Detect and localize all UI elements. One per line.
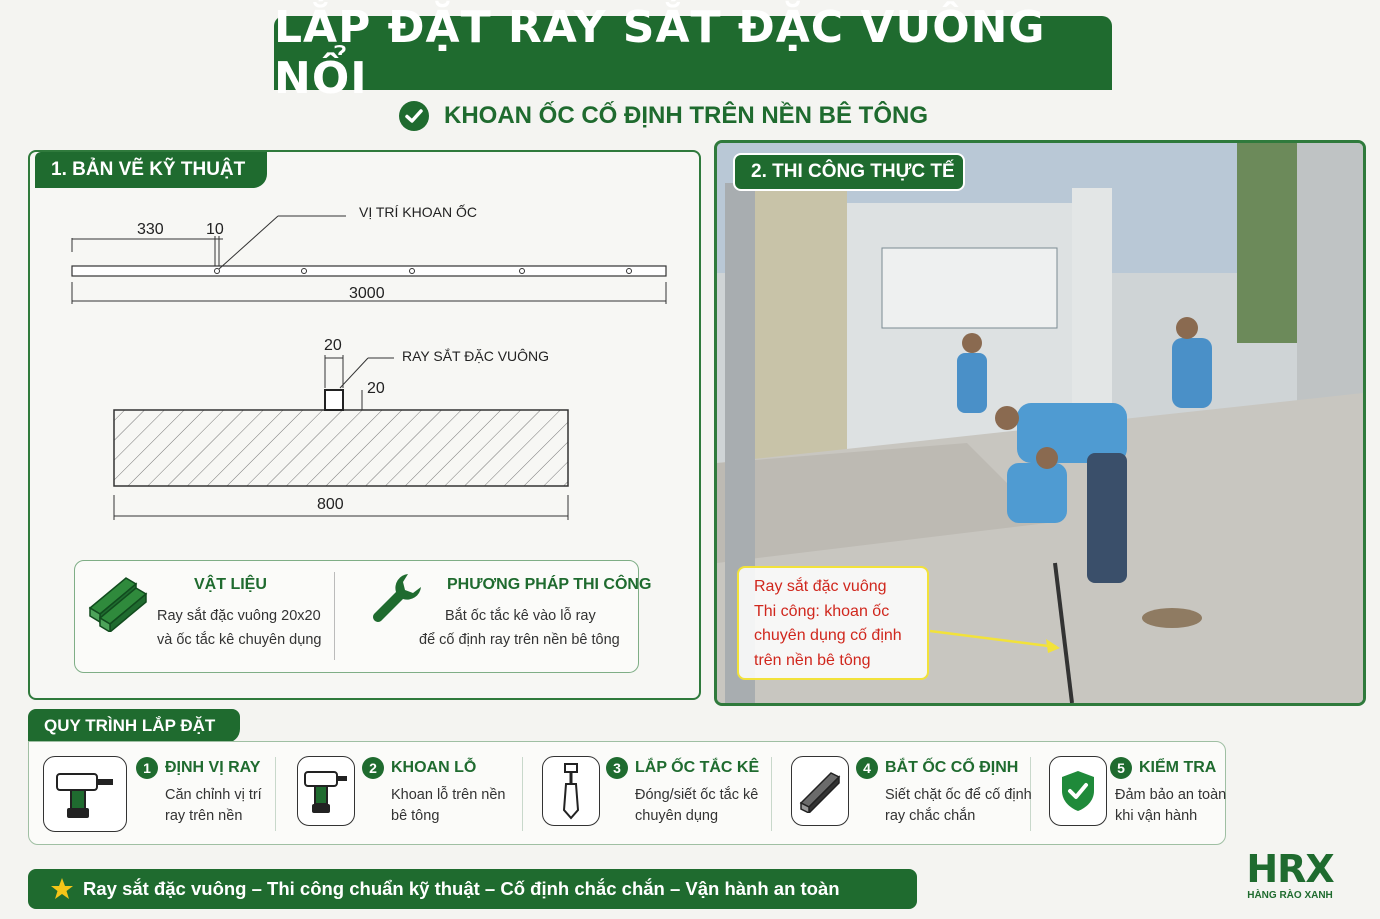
photo-tag-label: 2. THI CÔNG THỰC TẾ [751,161,955,182]
step-divider [771,757,772,831]
photo-note-line4: trên nền bê tông [754,651,871,669]
step-1-title [136,757,260,779]
concrete-section [114,410,568,486]
step-3-line1: Đóng/siết ốc tắc kê [635,787,759,803]
dim-20-side: 20 [367,380,385,397]
photo-note-line2: Thi công: khoan ốc [754,602,890,620]
dim-330: 330 [137,221,164,238]
step-1-line1: Căn chỉnh vị trí [165,787,262,803]
subtitle-text: KHOAN ỐC CỐ ĐỊNH TRÊN NỀN BÊ TÔNG [444,102,929,129]
materials-title: VẬT LIỆU [194,576,267,593]
step-4-title-text: BẮT ỐC CỐ ĐỊNH [885,759,1019,776]
note-arrow [928,625,1068,655]
materials-line1: Ray sắt đặc vuông 20x20 [157,608,321,624]
step-4-title [856,757,1018,779]
footer-slogan-bar [28,869,917,909]
wrench-icon [368,570,426,628]
photo-note-line3: chuyên dụng cố định [754,627,902,644]
logo-mark: HRX [1246,847,1334,891]
dim-800: 800 [317,496,344,513]
step-4-line2: ray chắc chắn [885,808,976,824]
step-5-line1: Đảm bảo an toàn [1115,787,1227,803]
rail-top-view [72,266,666,276]
step-2-icon-box [297,756,355,826]
step-divider [275,757,276,831]
step-1-icon-box [43,756,127,832]
step-3-number: 3 [606,757,628,779]
drawing-tag-label: 1. BẢN VẼ KỸ THUẬT [51,159,246,180]
star-icon [50,877,74,901]
step-5-title [1110,757,1216,779]
steel-bars-icon [86,570,152,632]
step-divider [522,757,523,831]
step-2-number: 2 [362,757,384,779]
method-line1: Bắt ốc tắc kê vào lỗ ray [445,608,596,624]
bolt-hole [215,269,220,274]
photo-note [737,566,929,680]
title-banner [274,2,1112,104]
photo-note-line1: Ray sắt đặc vuông [754,578,887,595]
step-2-line2: bê tông [391,808,440,824]
materials-line2: và ốc tắc kê chuyên dụng [157,632,322,648]
step-2-line1: Khoan lỗ trên nền [391,787,506,803]
step-5-title-text: KIỂM TRA [1139,759,1217,776]
method-line2: để cố định ray trên nền bê tông [419,632,620,648]
callout-rail: RAY SẮT ĐẶC VUÔNG [402,348,550,364]
step-4-number: 4 [856,757,878,779]
bolt-hole [627,269,632,274]
step-1-line2: ray trên nền [165,808,243,824]
logo-subtext: HÀNG RÀO XANH [1247,890,1333,901]
shield-check-icon [1059,769,1097,813]
step-3-desc [635,785,758,827]
step-5-desc [1115,785,1226,827]
dim-3000: 3000 [349,285,385,302]
method-title: PHƯƠNG PHÁP THI CÔNG [447,576,652,593]
page-title: LẮP ĐẶT RAY SẮT ĐẶC VUÔNG NỔI [274,2,1046,104]
step-4-icon-box [791,756,849,826]
card-divider [334,572,335,660]
dim-10: 10 [206,221,224,238]
process-tag [28,709,240,743]
bolt-hole [410,269,415,274]
photo-tag [733,153,965,191]
dim-20-top: 20 [324,337,342,354]
footer-slogan: Ray sắt đặc vuông – Thi công chuẩn kỹ thuật – Cố định chắc chắn – Vận hành an toàn [83,878,840,899]
bolt-hole [302,269,307,274]
step-4-desc [885,785,1032,827]
step-2-desc [391,785,505,827]
step-1-desc [165,785,262,827]
step-5-icon-box [1049,756,1107,826]
brand-logo [1240,848,1340,908]
step-3-title [606,757,759,779]
step-5-line2: khi vận hành [1115,808,1198,824]
step-1-number: 1 [136,757,158,779]
anchor-bolt-icon [556,762,586,820]
step-4-line1: Siết chặt ốc để cố định [885,787,1032,803]
drill-icon [53,768,117,820]
step-3-title-text: LẮP ỐC TẮC KÊ [635,759,760,776]
step-3-line2: chuyên dụng [635,808,719,824]
step-1-title-text: ĐỊNH VỊ RAY [165,759,261,776]
step-3-icon-box [542,756,600,826]
callout-bolt-position: VỊ TRÍ KHOAN ỐC [359,204,477,220]
step-5-number: 5 [1110,757,1132,779]
subtitle [398,98,928,134]
step-2-title [362,757,476,779]
check-circle-icon [398,100,430,132]
drill-icon [303,766,349,816]
process-tag-label: QUY TRÌNH LẮP ĐẶT [44,716,216,735]
rail-section [325,390,343,410]
step-2-title-text: KHOAN LỖ [391,759,477,776]
bolt-hole [520,269,525,274]
steel-bar-icon [797,769,843,813]
